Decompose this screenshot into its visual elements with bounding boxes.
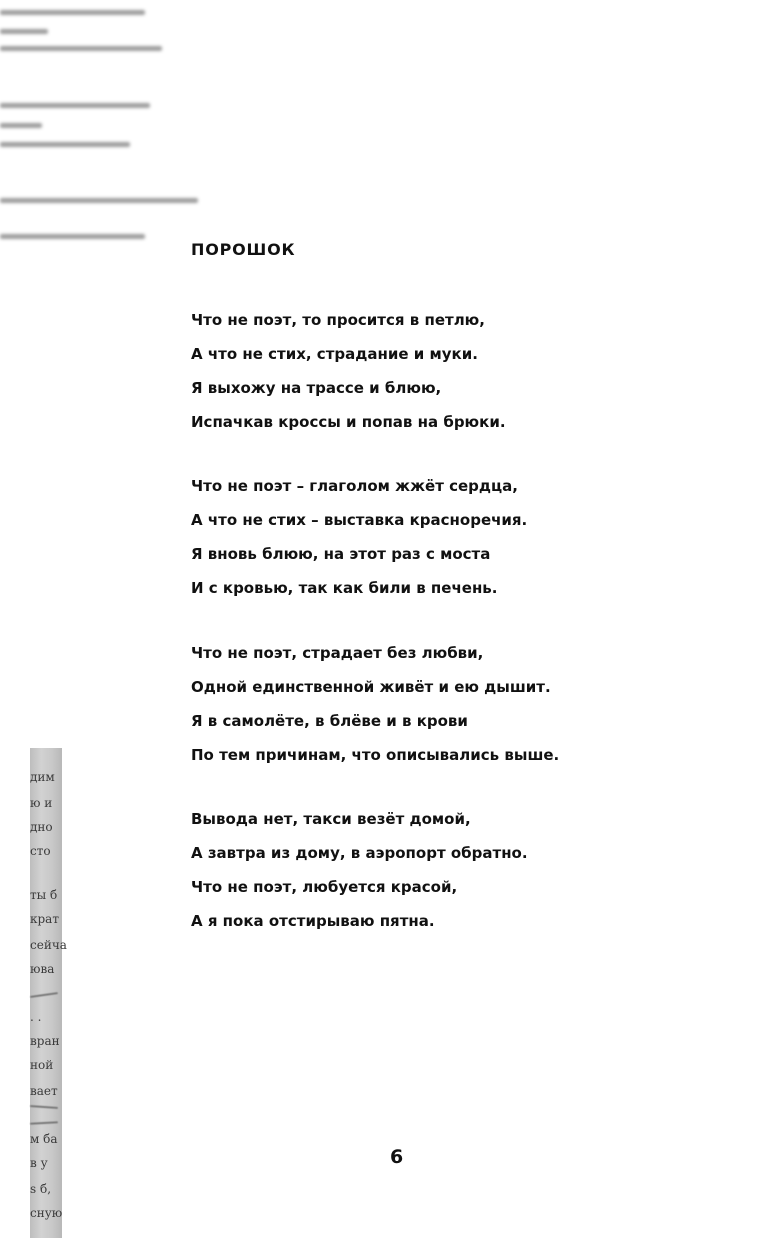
scan-fragment: дно xyxy=(30,820,53,834)
poem-line: Что не поэт, страдает без любви, xyxy=(191,644,484,662)
stanza xyxy=(191,469,527,605)
poem-title: ПОРОШОК xyxy=(191,240,296,259)
handwriting-scribble xyxy=(30,1105,58,1109)
scan-fragment: s б, xyxy=(30,1182,52,1196)
scan-fragment: вран xyxy=(30,1034,60,1048)
scan-fragment: ты б xyxy=(30,888,58,902)
poem-line: Вывода нет, такси везёт домой, xyxy=(191,810,471,828)
poem-line: Я выхожу на трассе и блюю, xyxy=(191,379,442,397)
scan-fragment: крат xyxy=(30,912,59,926)
poem-line: Одной единственной живёт и ею дышит. xyxy=(191,678,551,696)
scan-fragment: сейча xyxy=(30,938,67,952)
poem-line: А завтра из дому, в аэропорт обратно. xyxy=(191,844,528,862)
poem-line: А что не стих, страдание и муки. xyxy=(191,345,478,363)
ghost-line xyxy=(0,10,145,15)
ghost-line xyxy=(0,29,48,34)
scan-fragment: ной xyxy=(30,1058,54,1072)
poem-line: Я вновь блюю, на этот раз с моста xyxy=(191,545,491,563)
poem-line: А я пока отстирываю пятна. xyxy=(191,912,435,930)
stanza xyxy=(191,802,528,938)
page-number: 6 xyxy=(390,1146,404,1168)
poem-line: Испачкав кроссы и попав на брюки. xyxy=(191,413,506,431)
handwriting-scribble xyxy=(30,992,58,998)
scan-fragment: сную xyxy=(30,1206,63,1220)
scan-fragment: юва xyxy=(30,962,55,976)
poem-line: Что не поэт, то просится в петлю, xyxy=(191,311,485,329)
ghost-line xyxy=(0,123,42,128)
scan-fragment: сто xyxy=(30,844,51,858)
ghost-line xyxy=(0,46,162,51)
poem-line: Что не поэт – глаголом жжёт сердца, xyxy=(191,477,518,495)
stanza xyxy=(191,636,559,772)
ghost-line xyxy=(0,142,130,147)
handwriting-scribble xyxy=(30,1121,58,1124)
scanned-page-strip xyxy=(30,748,67,1238)
poem-line: А что не стих – выставка красноречия. xyxy=(191,511,528,529)
poem-line: И с кровью, так как били в печень. xyxy=(191,579,498,597)
ghost-line xyxy=(0,198,198,203)
scan-fragment: дим xyxy=(30,770,55,784)
stanza xyxy=(191,303,506,439)
poem-line: Я в самолёте, в блёве и в крови xyxy=(191,712,468,730)
scan-fragment: вает xyxy=(30,1084,58,1098)
scan-fragment: . . xyxy=(30,1010,42,1024)
scan-fragment: м ба xyxy=(30,1132,58,1146)
poem-line: Что не поэт, любуется красой, xyxy=(191,878,458,896)
ghost-line xyxy=(0,234,145,239)
scan-fragment: ю и xyxy=(30,796,53,810)
poem-line: По тем причинам, что описывались выше. xyxy=(191,746,560,764)
ghost-line xyxy=(0,103,150,108)
bleed-through-text xyxy=(0,0,210,250)
scan-fragment: в у xyxy=(30,1156,48,1170)
